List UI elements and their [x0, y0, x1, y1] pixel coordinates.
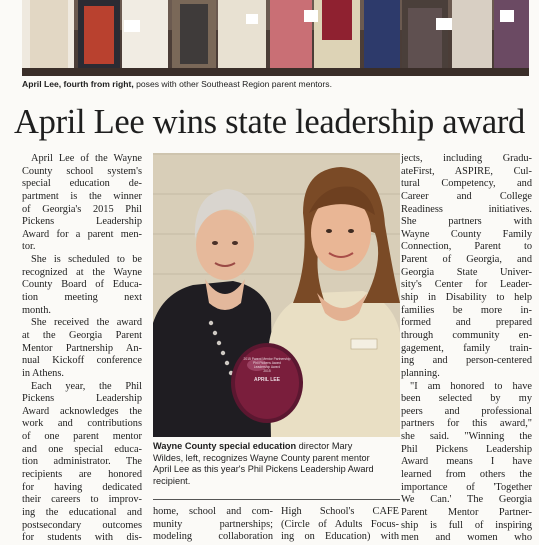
article-line: learned from others the: [401, 469, 532, 481]
article-line: Award for a parent men-: [22, 228, 142, 240]
article-line: importance of 'Together: [401, 481, 532, 493]
article-line: through community en-: [401, 329, 532, 341]
article-line: Wayne County Family: [401, 228, 532, 240]
award-photo-caption: [153, 441, 400, 487]
article-line: Parent Mentor Partner-: [401, 506, 532, 518]
article-line: Award acknowledges the: [22, 405, 142, 417]
group-photo-illustration: [22, 0, 529, 76]
article-line: of Georgia's 2015 Phil: [22, 203, 142, 215]
main-caption-line-1: director Mary: [296, 441, 353, 451]
article-line: for students with dis-: [22, 532, 142, 544]
article-line: jects, including Gradu-: [401, 153, 532, 164]
article-line: Mentor Partnership An-: [22, 342, 142, 354]
main-caption-line-3: April Lee as this year's Phil Pickens Leadership Award: [153, 464, 374, 474]
top-photo-caption: [22, 79, 532, 90]
article-line: tor.: [22, 241, 36, 253]
article-line: Pickens Leadership: [22, 393, 142, 405]
article-line: recognized at the Wayne: [22, 266, 142, 278]
article-line: their careers to improv-: [22, 494, 142, 506]
article-line: month.: [22, 304, 52, 316]
article-line: she said. "Winning the: [401, 431, 532, 443]
article-line: tion meeting next: [22, 292, 142, 304]
main-caption-line-4: recipient.: [153, 475, 191, 486]
article-line: and one special educa-: [22, 443, 142, 455]
article-line: peers and professional: [401, 405, 532, 417]
article-line: April Lee of the Wayne: [31, 153, 142, 164]
group-photo: [22, 0, 529, 76]
article-line: home, school and com-: [153, 506, 273, 517]
article-line: ing and person-centered: [401, 355, 532, 367]
award-photo: [153, 153, 400, 437]
article-line: (Circle of Adults Focus-: [281, 518, 399, 530]
award-photo-illustration: [153, 153, 400, 437]
article-line: ateFirst, ASPIRE, Cul-: [401, 165, 532, 177]
article-line: ship is full of inspiring: [401, 519, 532, 531]
article-line: gagement, family train-: [401, 342, 532, 354]
plaque-line-3: Leadership Award: [253, 365, 281, 369]
article-line: Career and College: [401, 190, 532, 202]
article-line: recipients are honored: [22, 469, 142, 481]
article-line: "I am honored to have: [410, 380, 532, 392]
plaque-name: APRIL LEE: [253, 377, 281, 383]
article-line: She partners with: [401, 216, 532, 228]
article-line: County school system's: [22, 165, 142, 177]
main-caption-line-2: Wildes, left, recognizes Wayne County parent mentor: [153, 452, 370, 463]
article-line: families be more in-: [401, 304, 532, 316]
article-line: tural Competency, and: [401, 178, 532, 190]
article-line: at the Georgia Parent: [22, 329, 142, 341]
plaque-line-2: Phil Pickens Award: [253, 361, 281, 365]
article-line: sity's Center for Leader-: [401, 279, 532, 291]
plaque-line-4: 2015: [263, 369, 271, 373]
article-line: planning.: [401, 367, 440, 379]
article-line: Parent of Georgia, and: [401, 254, 532, 266]
article-line: postsecondary outcomes: [22, 519, 142, 531]
article-line: nual Kickoff conference: [22, 355, 142, 367]
article-line: Georgia State Univer-: [401, 266, 532, 278]
article-line: High School's CAFE: [281, 506, 399, 517]
main-caption-bold: Wayne County special education: [153, 441, 297, 451]
article-line: tion administrator. The: [22, 456, 142, 468]
article-line: Phil Pickens Leadership: [401, 443, 532, 455]
article-column-left: [22, 153, 142, 545]
article-line: partners for this award,": [401, 418, 532, 430]
article-line: ing the educational and: [22, 506, 142, 518]
article-line: She is scheduled to be: [31, 254, 142, 266]
article-line: partment is the winner: [22, 190, 142, 202]
article-line: Connection, Parent to: [401, 241, 532, 253]
article-line: been selected by my: [401, 393, 532, 405]
top-caption-bold: April Lee, fourth from right,: [22, 79, 134, 89]
article-line: Award means I have: [401, 456, 532, 468]
article-line: Pickens Leadership: [22, 216, 142, 228]
article-line: for having dedicated: [22, 481, 142, 493]
article-line: ing on Education) with: [281, 531, 399, 543]
article-line: work and contributions: [22, 418, 142, 430]
article-column-middle-b: [281, 506, 399, 544]
article-line: formed and prepared: [401, 317, 532, 329]
article-line: modeling collaboration: [153, 531, 273, 543]
article-line: ship in Disability to help: [401, 292, 532, 304]
article-line: munity partnerships;: [153, 518, 273, 530]
article-line: We Can.' The Georgia: [401, 494, 532, 506]
article-line: in Athens.: [22, 367, 64, 379]
article-line: of one parent mentor: [22, 431, 142, 443]
article-line: County Board of Educa-: [22, 279, 142, 291]
article-line: Readiness initiatives.: [401, 203, 532, 215]
article-line: special education de-: [22, 178, 142, 190]
article-column-right: [401, 153, 532, 545]
article-line: Each year, the Phil: [31, 380, 142, 392]
headline: April Lee wins state leadership award: [14, 103, 525, 141]
plaque-line-1: 2015 Parent Mentor Partnership: [243, 357, 291, 361]
top-caption-text: poses with other Southeast Region parent mentors.: [133, 79, 332, 89]
article-column-middle-a: [153, 506, 273, 544]
article-line: She received the award: [31, 317, 142, 329]
caption-divider: [153, 499, 400, 500]
article-line: men and women who: [401, 532, 532, 544]
